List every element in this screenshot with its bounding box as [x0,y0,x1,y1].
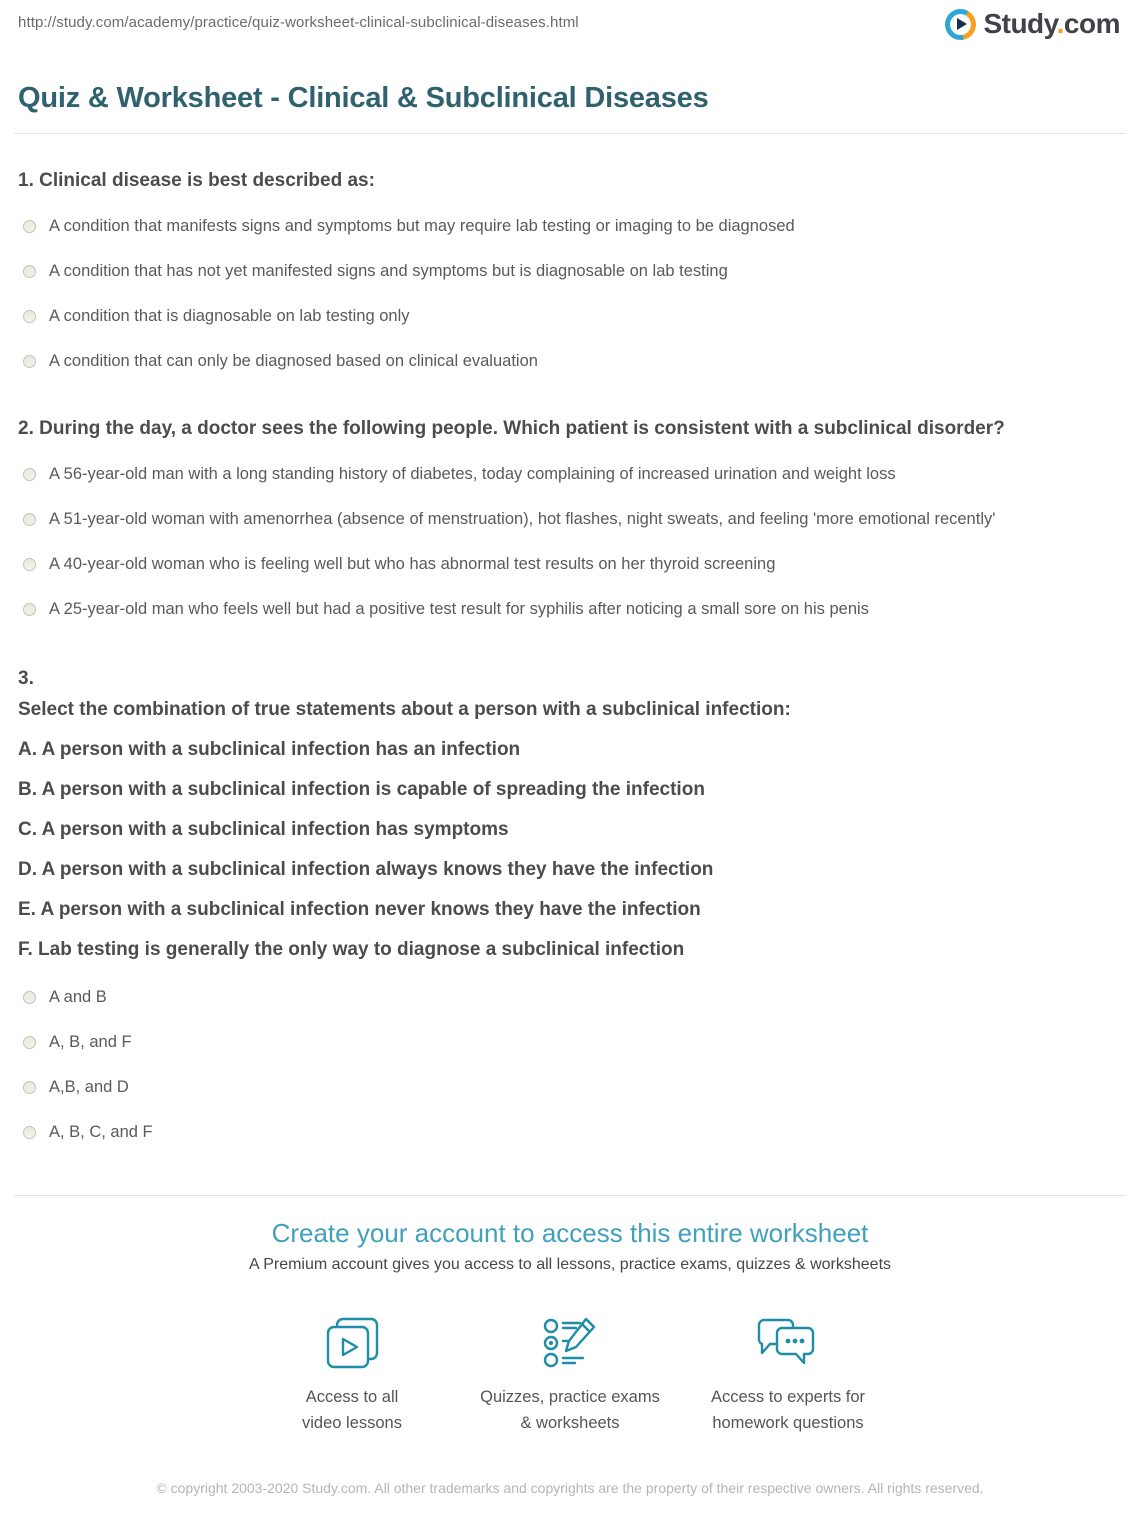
title-divider [14,133,1126,134]
question-1-option-4[interactable] [18,351,1122,372]
feature-video-lessons [243,1316,461,1436]
question-3-option-2[interactable] [18,1032,1122,1053]
feature-label-line2: video lessons [302,1413,402,1432]
question-1-heading: 1. Clinical disease is best described as: [18,170,375,191]
question-2-heading: 2. During the day, a doctor sees the following people. Which patient is consistent with a subclinical disorder? [18,418,1005,439]
feature-label-line1: Access to experts for [710,1388,866,1406]
logo-word-com: com [1063,8,1120,39]
page-url: http://study.com/academy/practice/quiz-worksheet-clinical-subclinical-diseases.html [18,14,579,31]
feature-label-line1: Access to all [305,1388,399,1406]
option-label: A condition that is diagnosable on lab testing only [49,307,410,325]
question-2-option-2[interactable] [18,509,1122,530]
feature-label [461,1385,679,1436]
question-3-statement-d: D. A person with a subclinical infection always knows they have the infection [18,859,714,880]
option-label: A condition that can only be diagnosed based on clinical evaluation [49,352,538,370]
feature-label-line1: Quizzes, practice exams [480,1388,660,1406]
cta-subheading: A Premium account gives you access to all lessons, practice exams, quizzes & worksheets [248,1256,892,1273]
question-3-statement-a: A. A person with a subclinical infection has an infection [18,739,521,760]
feature-label [243,1385,461,1436]
radio-button[interactable] [23,1081,36,1094]
option-label: A, B, C, and F [49,1123,153,1141]
logo-dot: . [1056,8,1064,39]
feature-label-line2: homework questions [712,1413,864,1432]
option-label: A 56-year-old man with a long standing history of diabetes, today complaining of increased urination and weight loss [49,465,896,483]
question-3-statement-f: F. Lab testing is generally the only way to diagnose a subclinical infection [18,939,685,960]
feature-homework-experts [679,1316,897,1436]
question-1-option-3[interactable] [18,306,1122,327]
question-1-options [18,216,1122,372]
feature-label [679,1385,897,1436]
radio-button[interactable] [23,220,36,233]
cta-section [0,1196,1140,1274]
question-3-statement-e: E. A person with a subclinical infection never knows they have the infection [18,899,701,920]
option-label: A 40-year-old woman who is feeling well but who has abnormal test results on her thyroid screening [49,555,776,573]
radio-button[interactable] [23,1036,36,1049]
radio-button[interactable] [23,310,36,323]
feature-quizzes-worksheets [461,1316,679,1436]
question-3-option-4[interactable] [18,1122,1122,1143]
quizzes-worksheets-icon [461,1316,679,1372]
question-1-option-1[interactable] [18,216,1122,237]
radio-button[interactable] [23,991,36,1004]
page-title: Quiz & Worksheet - Clinical & Subclinical Diseases [18,82,709,114]
question-3-prompt: Select the combination of true statements about a person with a subclinical infection: [18,699,791,720]
option-label: A,B, and D [49,1078,129,1096]
radio-button[interactable] [23,265,36,278]
copyright-text: © copyright 2003-2020 Study.com. All other trademarks and copyrights are the property of their respective owners. All rights reserved. [156,1480,984,1497]
question-1-option-2[interactable] [18,261,1122,282]
question-3-statement-b: B. A person with a subclinical infection is capable of spreading the infection [18,779,705,800]
question-3-options [18,987,1122,1143]
radio-button[interactable] [23,558,36,571]
video-lessons-icon [243,1316,461,1372]
question-2-option-1[interactable] [18,464,1122,485]
studycom-play-icon [945,9,976,40]
studycom-logo-text [983,8,1120,40]
option-label: A and B [49,988,107,1006]
logo-word-study: Study [983,8,1057,39]
feature-label-line2: & worksheets [520,1413,620,1432]
question-1 [0,170,1140,372]
radio-button[interactable] [23,1126,36,1139]
header [0,0,1140,56]
question-3-option-1[interactable] [18,987,1122,1008]
question-3-statement-c: C. A person with a subclinical infection has symptoms [18,819,509,840]
feature-list [0,1316,1140,1436]
question-2-options [18,464,1122,620]
question-3-option-3[interactable] [18,1077,1122,1098]
option-label: A condition that manifests signs and symptoms but may require lab testing or imaging to be diagnosed [49,217,795,235]
question-3 [0,668,1140,1143]
create-account-link[interactable]: Create your account to access this entire worksheet [271,1218,869,1248]
question-3-number: 3. [18,668,34,689]
question-2 [0,418,1140,620]
radio-button[interactable] [23,513,36,526]
option-label: A 51-year-old woman with amenorrhea (absence of menstruation), hot flashes, night sweats, and feeling 'more emotional recently' [49,510,996,528]
radio-button[interactable] [23,603,36,616]
option-label: A, B, and F [49,1033,132,1051]
question-2-option-4[interactable] [18,599,1122,620]
question-2-option-3[interactable] [18,554,1122,575]
studycom-logo[interactable] [945,8,1120,40]
option-label: A 25-year-old man who feels well but had a positive test result for syphilis after noticing a small sore on his penis [49,600,869,618]
radio-button[interactable] [23,355,36,368]
radio-button[interactable] [23,468,36,481]
homework-experts-icon [679,1316,897,1372]
option-label: A condition that has not yet manifested signs and symptoms but is diagnosable on lab testing [49,262,728,280]
